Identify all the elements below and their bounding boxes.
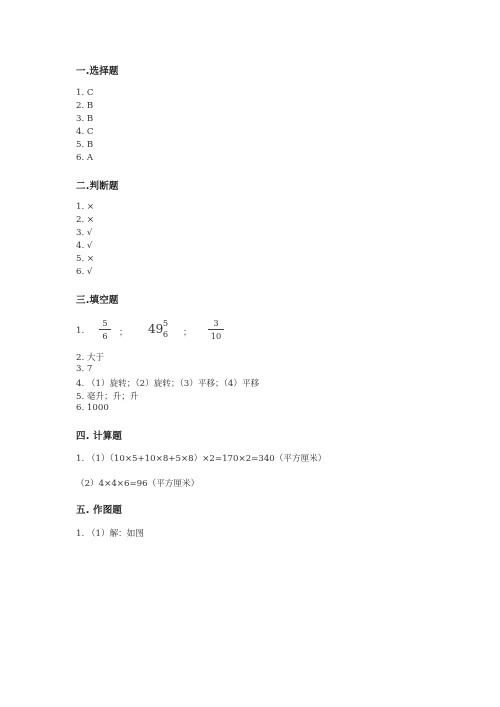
section-title-choice: 一.选择题 (76, 66, 119, 77)
fraction-numerator: 3 (213, 318, 219, 328)
choice-answer-2: 2. B (76, 101, 94, 111)
fraction-five-sixths (99, 318, 111, 341)
mixed-number-fraction (161, 318, 170, 339)
section-title-calc: 四. 计算题 (76, 431, 123, 442)
judge-answer-1: 1. × (76, 202, 95, 212)
choice-answer-5: 5. B (76, 140, 94, 150)
fraction-denominator: 10 (210, 331, 222, 341)
section-title-judge: 二.判断题 (76, 181, 119, 192)
mixed-number-whole: 49 (148, 322, 164, 336)
choice-answer-4: 4. C (76, 127, 94, 137)
fill-answer-6: 6. 1000 (76, 403, 109, 413)
choice-answer-6: 6. A (76, 153, 94, 163)
section-title-drawing: 五. 作图题 (76, 505, 123, 516)
fraction-bar (99, 329, 111, 330)
fill-answer-5: 5. 毫升；升；升 (76, 392, 139, 402)
judge-answer-6: 6. √ (76, 267, 93, 277)
judge-answer-2: 2. × (76, 215, 95, 225)
calc-answer-1: 1. （1）（10×5+10×8+5×8）×2=170×2=340（平方厘米） (76, 454, 327, 464)
fill-answer-3: 3. 7 (76, 364, 93, 374)
fraction-denominator: 6 (102, 331, 108, 341)
fraction-denominator: 6 (162, 329, 169, 339)
judge-answer-5: 5. × (76, 254, 95, 264)
choice-answer-3: 3. B (76, 114, 94, 124)
judge-answer-3: 3. √ (76, 228, 93, 238)
separator: ； (119, 328, 128, 338)
fraction-numerator: 5 (102, 318, 108, 328)
fill-answer-4: 4. （1）旋转；（2）旋转；（3）平移；（4）平移 (76, 379, 260, 389)
section-title-fill: 三.填空题 (76, 295, 119, 306)
fill-answer-2: 2. 大于 (76, 353, 105, 363)
fraction-three-tenths (208, 318, 224, 341)
drawing-answer-1: 1. （1）解：如图 (76, 529, 144, 539)
fraction-numerator: 5 (162, 318, 169, 328)
judge-answer-4: 4. √ (76, 241, 93, 251)
choice-answer-1: 1. C (76, 88, 94, 98)
separator: ； (183, 328, 192, 338)
fraction-bar (208, 329, 224, 330)
fill-answer-1-label: 1. (76, 326, 85, 336)
calc-answer-2: （2）4×4×6=96（平方厘米） (76, 479, 200, 489)
